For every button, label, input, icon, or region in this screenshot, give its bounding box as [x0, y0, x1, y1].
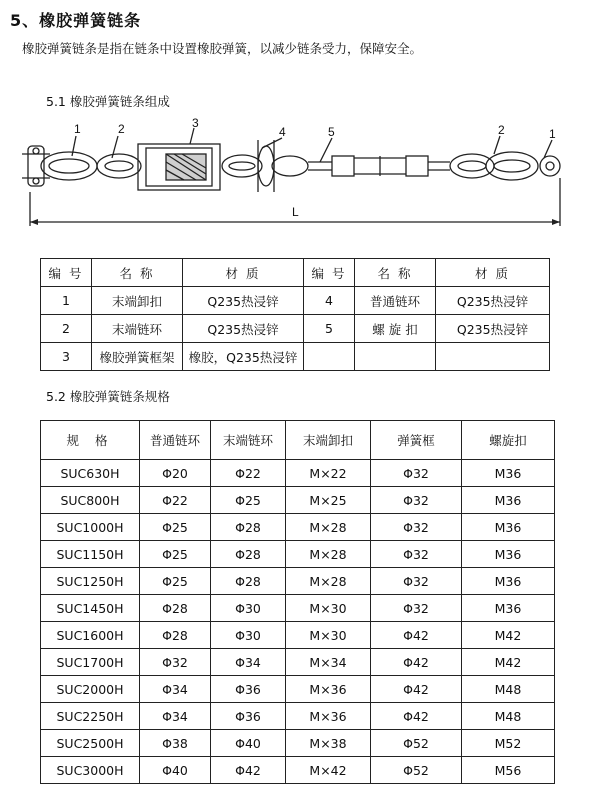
table-cell: M×28 — [286, 541, 371, 568]
intro-text: 橡胶弹簧链条是指在链条中设置橡胶弹簧，以减少链条受力，保障安全。 — [22, 41, 423, 56]
table-cell: SUC800H — [41, 487, 140, 514]
table-cell — [436, 343, 550, 371]
table-cell: M×30 — [286, 595, 371, 622]
common-link-right — [450, 154, 494, 178]
callout-2-right: 2 — [498, 123, 505, 137]
table-cell: Φ22 — [140, 487, 211, 514]
callout-2-left: 2 — [118, 122, 125, 136]
page-title: 5、橡胶弹簧链条 — [10, 11, 142, 30]
table-row — [41, 315, 550, 343]
col-header: 名 称 — [355, 259, 436, 287]
table-cell: Φ32 — [371, 460, 462, 487]
section-title-composition: 5.1 橡胶弹簧链条组成 — [46, 94, 170, 109]
table-cell: Φ42 — [371, 622, 462, 649]
table-cell: SUC2250H — [41, 703, 140, 730]
table-cell: Φ52 — [371, 757, 462, 784]
table-row — [41, 568, 555, 595]
table-cell: Φ34 — [140, 703, 211, 730]
table-cell: 3 — [41, 343, 92, 371]
table-cell: Q235热浸锌 — [436, 287, 550, 315]
table-row — [41, 514, 555, 541]
table-cell: Φ32 — [140, 649, 211, 676]
table-row — [41, 730, 555, 757]
common-link-mid — [222, 155, 262, 177]
table-row — [41, 757, 555, 784]
length-label: L — [292, 205, 299, 219]
table-cell: Φ25 — [140, 568, 211, 595]
table-cell: 螺 旋 扣 — [355, 315, 436, 343]
table-cell: 末端链环 — [92, 315, 183, 343]
table-cell: Φ30 — [211, 622, 286, 649]
table-cell: Φ40 — [211, 730, 286, 757]
table-cell: Φ38 — [140, 730, 211, 757]
table-cell: SUC2500H — [41, 730, 140, 757]
table-cell: Φ22 — [211, 460, 286, 487]
table-cell: Φ25 — [211, 487, 286, 514]
col-header: 材 质 — [183, 259, 304, 287]
table-cell: Φ34 — [211, 649, 286, 676]
table-cell: M36 — [462, 460, 555, 487]
table-cell: Φ42 — [371, 676, 462, 703]
table-cell: M×34 — [286, 649, 371, 676]
table-row — [41, 287, 550, 315]
table-row — [41, 595, 555, 622]
table-cell: Φ40 — [140, 757, 211, 784]
callout-1-left: 1 — [74, 122, 81, 136]
chain-diagram — [14, 118, 574, 246]
table-cell: M56 — [462, 757, 555, 784]
col-header: 普通链环 — [140, 421, 211, 460]
table-cell: Φ36 — [211, 676, 286, 703]
table-cell: 5 — [304, 315, 355, 343]
table-cell: M×36 — [286, 703, 371, 730]
col-header: 材 质 — [436, 259, 550, 287]
table-row — [41, 676, 555, 703]
col-header: 弹簧框 — [371, 421, 462, 460]
table-cell: Φ32 — [371, 487, 462, 514]
table-cell: Φ42 — [371, 649, 462, 676]
table-cell: SUC1600H — [41, 622, 140, 649]
callout-4: 4 — [279, 125, 286, 139]
table-cell: Φ36 — [211, 703, 286, 730]
table-cell: M36 — [462, 487, 555, 514]
end-shackle-right — [540, 156, 560, 176]
table-cell: Φ28 — [140, 595, 211, 622]
table-cell: M×30 — [286, 622, 371, 649]
table-cell: SUC1250H — [41, 568, 140, 595]
table-cell: Φ28 — [211, 514, 286, 541]
col-header: 末端链环 — [211, 421, 286, 460]
table-cell: SUC1000H — [41, 514, 140, 541]
table-cell: M×38 — [286, 730, 371, 757]
table-cell: Φ32 — [371, 595, 462, 622]
table-cell: Φ28 — [211, 568, 286, 595]
table-cell: Q235热浸锌 — [183, 315, 304, 343]
composition-table — [40, 258, 550, 371]
table-cell: Φ20 — [140, 460, 211, 487]
table-cell: M×36 — [286, 676, 371, 703]
table-cell: M42 — [462, 649, 555, 676]
spec-table — [40, 420, 555, 784]
table-row — [41, 622, 555, 649]
table-cell: Φ28 — [211, 541, 286, 568]
table-cell: SUC630H — [41, 460, 140, 487]
callout-5: 5 — [328, 125, 335, 139]
table-cell: M36 — [462, 595, 555, 622]
table-cell: 普通链环 — [355, 287, 436, 315]
table-cell: 1 — [41, 287, 92, 315]
table-cell: SUC3000H — [41, 757, 140, 784]
col-header: 螺旋扣 — [462, 421, 555, 460]
table-row — [41, 487, 555, 514]
table-cell: M36 — [462, 541, 555, 568]
table-row — [41, 541, 555, 568]
table-cell: 橡胶，Q235热浸锌 — [183, 343, 304, 371]
table-cell: SUC1150H — [41, 541, 140, 568]
table-cell: M×28 — [286, 514, 371, 541]
table-cell: Φ52 — [371, 730, 462, 757]
table-cell: Φ32 — [371, 541, 462, 568]
callout-3: 3 — [192, 118, 199, 130]
callout-1-right: 1 — [549, 127, 556, 141]
table-cell: SUC1450H — [41, 595, 140, 622]
table-cell: Φ42 — [371, 703, 462, 730]
section-title-specs: 5.2 橡胶弹簧链条规格 — [46, 389, 170, 404]
col-header: 末端卸扣 — [286, 421, 371, 460]
table-cell: Φ28 — [140, 622, 211, 649]
table-cell — [304, 343, 355, 371]
table-cell: M48 — [462, 676, 555, 703]
table-cell: Q235热浸锌 — [436, 315, 550, 343]
rubber-spring-frame — [138, 144, 220, 190]
col-header: 编 号 — [41, 259, 92, 287]
table-cell: 橡胶弹簧框架 — [92, 343, 183, 371]
table-cell: Φ32 — [371, 514, 462, 541]
table-cell: M42 — [462, 622, 555, 649]
table-cell: Φ34 — [140, 676, 211, 703]
table-cell: 2 — [41, 315, 92, 343]
table-cell: M×22 — [286, 460, 371, 487]
table-row — [41, 703, 555, 730]
table-cell: M×42 — [286, 757, 371, 784]
end-shackle-left — [22, 146, 50, 186]
common-link-left — [97, 154, 141, 178]
table-cell: SUC1700H — [41, 649, 140, 676]
table-header-row — [41, 421, 555, 460]
table-cell: Φ30 — [211, 595, 286, 622]
table-header-row — [41, 259, 550, 287]
table-row — [41, 460, 555, 487]
table-cell: Φ25 — [140, 541, 211, 568]
table-cell — [355, 343, 436, 371]
table-cell: 4 — [304, 287, 355, 315]
table-cell: M36 — [462, 514, 555, 541]
table-cell: Φ25 — [140, 514, 211, 541]
table-cell: Q235热浸锌 — [183, 287, 304, 315]
table-cell: M×28 — [286, 568, 371, 595]
table-cell: Φ32 — [371, 568, 462, 595]
table-cell: M36 — [462, 568, 555, 595]
turnbuckle — [308, 156, 450, 176]
col-header: 规 格 — [41, 421, 140, 460]
col-header: 编 号 — [304, 259, 355, 287]
table-cell: SUC2000H — [41, 676, 140, 703]
table-cell: M×25 — [286, 487, 371, 514]
table-row — [41, 343, 550, 371]
table-row — [41, 649, 555, 676]
col-header: 名 称 — [92, 259, 183, 287]
table-cell: M48 — [462, 703, 555, 730]
table-cell: Φ42 — [211, 757, 286, 784]
table-cell: 末端卸扣 — [92, 287, 183, 315]
table-cell: M52 — [462, 730, 555, 757]
